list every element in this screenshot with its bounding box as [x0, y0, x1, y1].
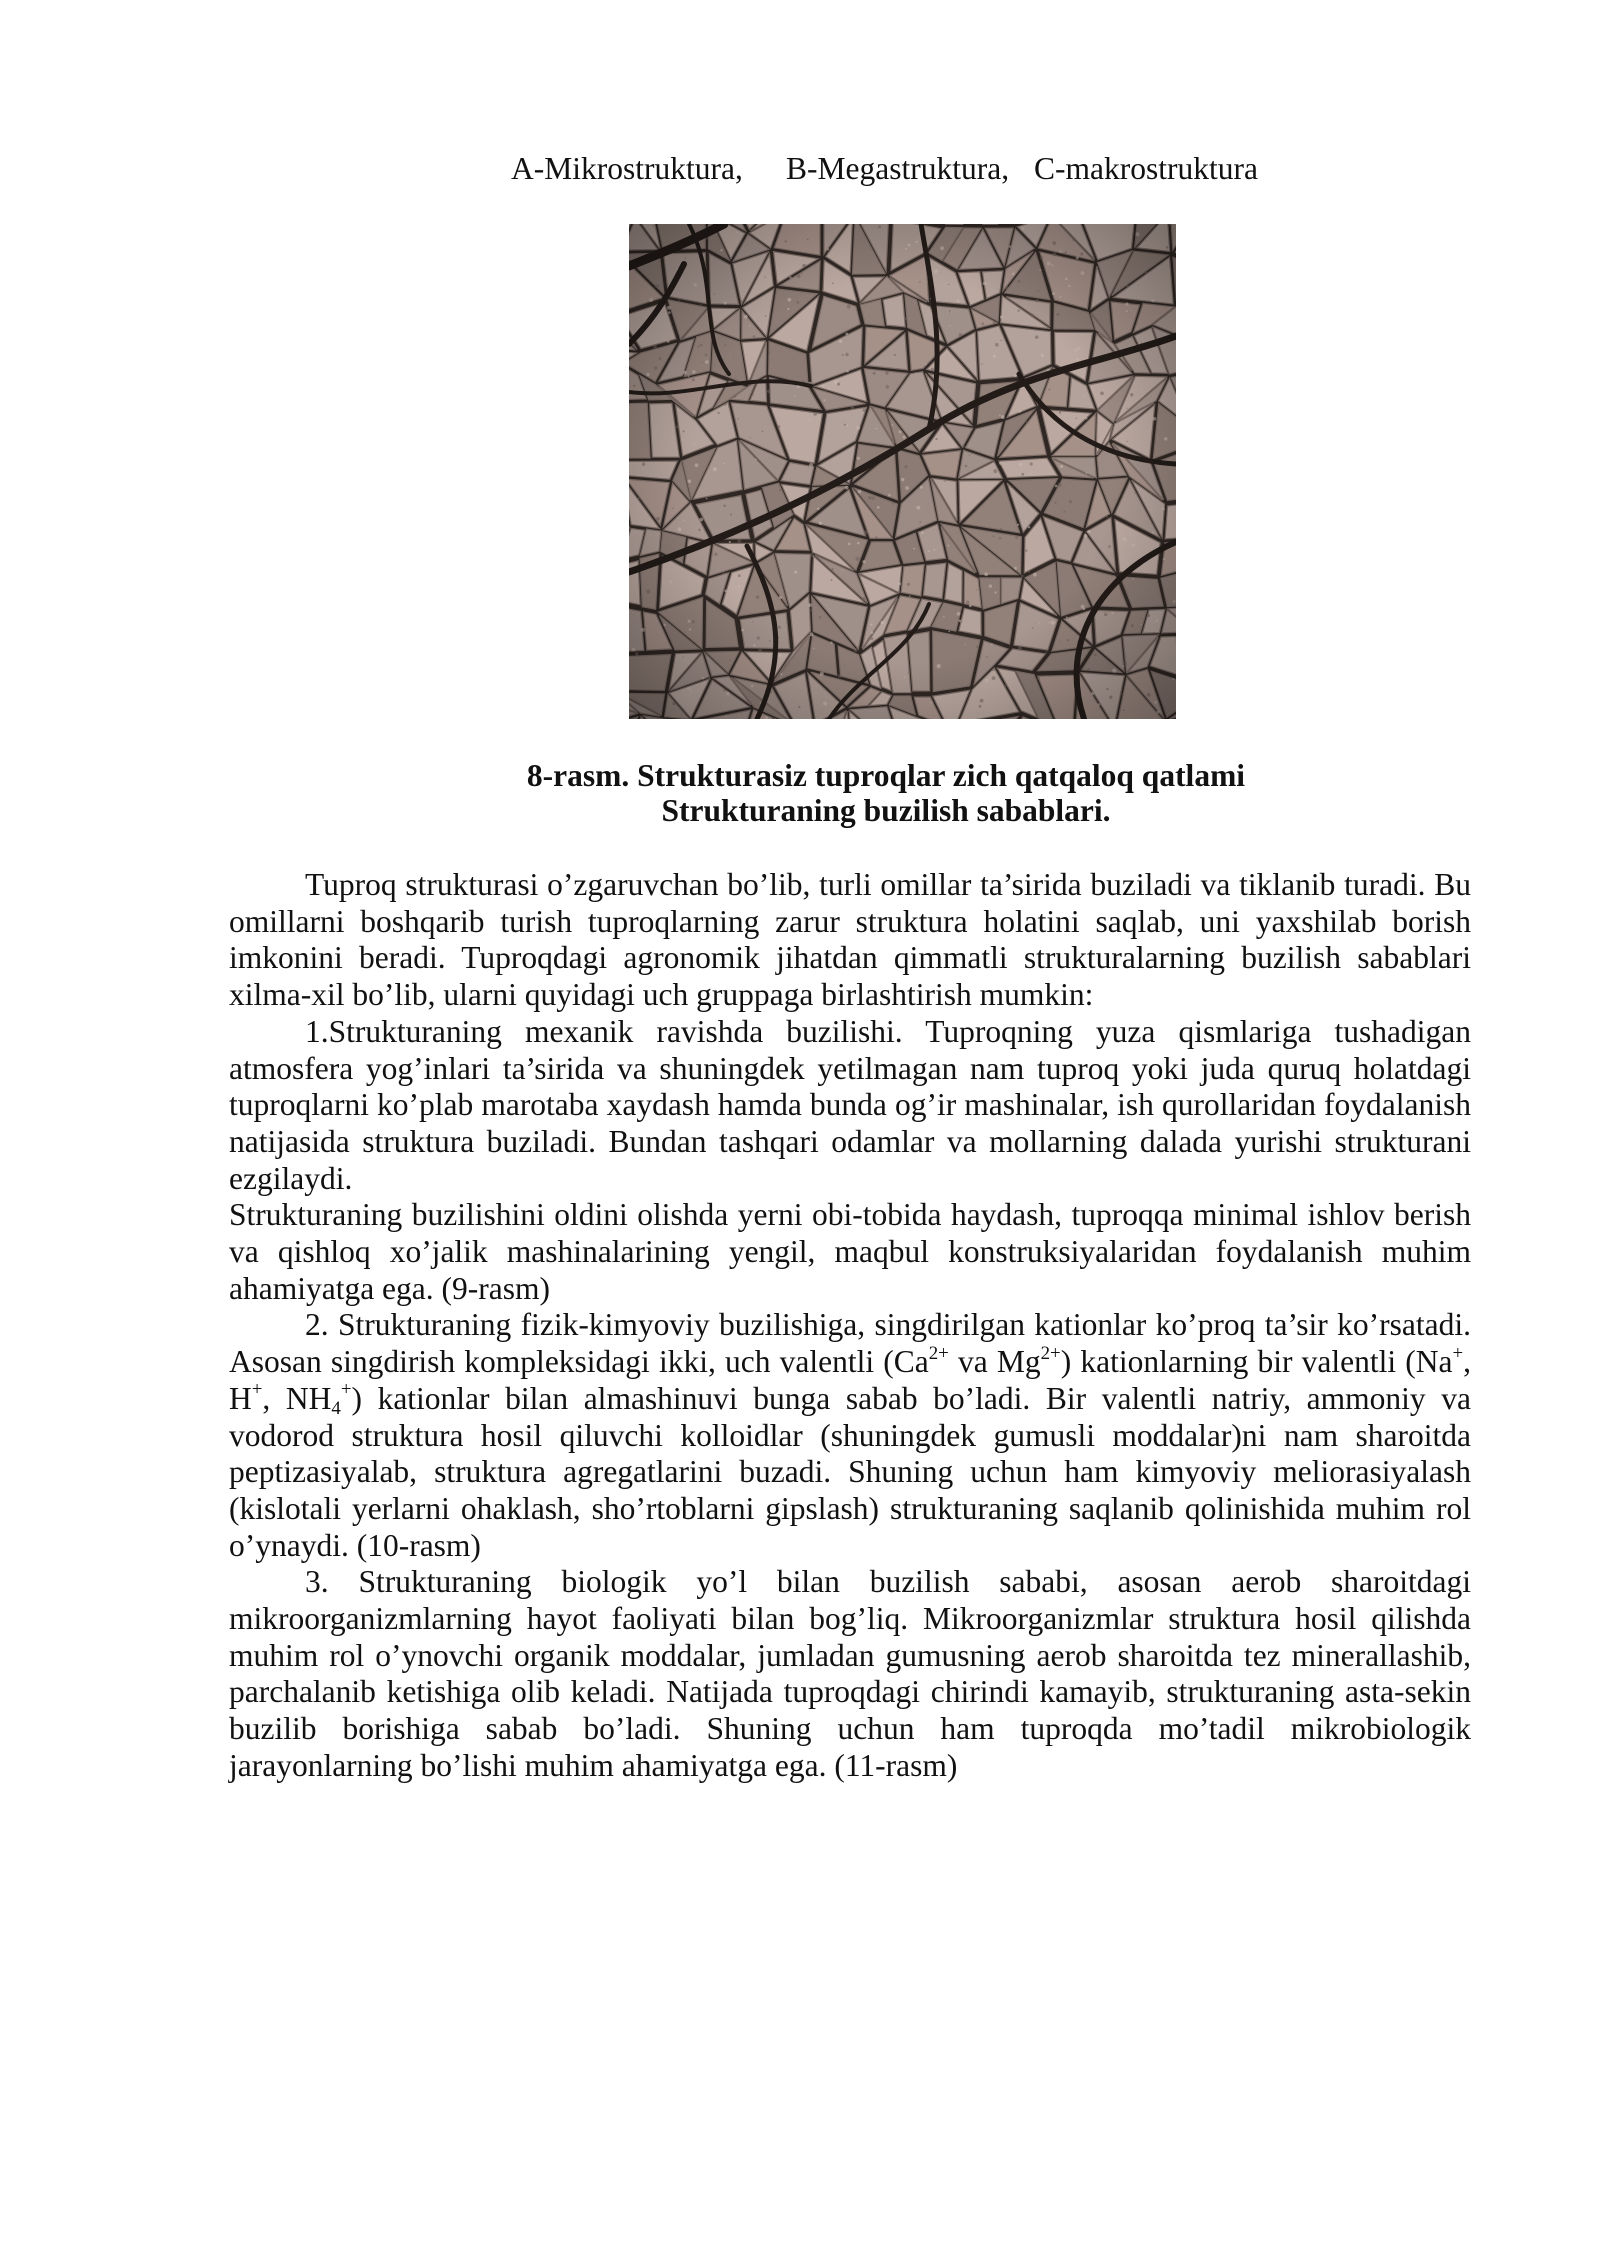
- caption-line-2: Strukturaning buzilish sabablari.: [661, 793, 1111, 828]
- cracked-soil-photo: [629, 224, 1176, 719]
- nh4-subscript: 4: [331, 1398, 341, 1420]
- paragraph-2: 1.Strukturaning mexanik ravishda buzilishi. Tuproqning yuza qismlariga tushadigan atmosfera yog’inlari ta’sirida va shuningdek yetilmagan nam tuproq yoki juda quruq holatdagi tuproqlarni ko’plab marotaba xaydash hamda bunda og’ir mashinalar, ish qurollaridan foydalanish natijasida struktura buziladi. Bundan tashqari odamlar va mollarning dalada yurishi strukturani ezgilaydi.: [229, 1013, 1471, 1196]
- figure-caption: [486, 758, 1286, 828]
- photo-vignette: [629, 224, 1176, 719]
- header-label-microstructure: A-Mikrostruktura,: [511, 151, 743, 186]
- p4-text-3: ) kationlarning bir valentli (Na: [1060, 1344, 1453, 1380]
- p4-text-5: , NH: [262, 1380, 332, 1416]
- p4-text-2: va Mg: [948, 1344, 1041, 1380]
- header-label-megastructure: B-Megastruktura,: [786, 151, 1010, 186]
- nh4-charge: +: [340, 1379, 352, 1401]
- mg-charge: 2+: [1040, 1342, 1061, 1364]
- h-charge: +: [251, 1379, 263, 1401]
- p4-text-1: 2. Strukturaning fizik-kimyoviy buzilishiga, singdirilgan kationlar ko’proq ta’sir ko’rsatadi. Asosan singdirish kompleksidagi ikki, uch valentli (Ca: [229, 1307, 1471, 1380]
- na-charge: +: [1452, 1342, 1464, 1364]
- caption-line-1: 8-rasm. Strukturasiz tuproqlar zich qatqaloq qatlami: [526, 758, 1246, 793]
- p4-text-6: ) kationlar bilan almashinuvi bunga sabab bo’ladi. Bir valentli natriy, ammoniy va vodorod struktura hosil qiluvchi kolloidlar (shuningdek gumusli moddalar)ni nam sharoitda peptizasiyalab, struktura agregatlarini buzadi. Shuning uchun ham kimyoviy meliorasiyalash (kislotali yerlarni ohaklash, sho’rtoblarni gipslash) strukturaning saqlanib qolinishida muhim rol o’ynaydi. (10-rasm): [229, 1380, 1471, 1563]
- paragraph-3: Strukturaning buzilishini oldini olishda yerni obi-tobida haydash, tuproqqa minimal ishlov berish va qishloq xo’jalik mashinalarining yengil, maqbul konstruksiyalaridan foydalanish muhim ahamiyatga ega. (9-rasm): [229, 1197, 1471, 1306]
- paragraph-1: Tuproq strukturasi o’zgaruvchan bo’lib, turli omillar ta’sirida buziladi va tiklanib turadi. Bu omillarni boshqarib turish tuproqlarning zarur struktura holatini saqlab, uni yaxshilab borish imkonini beradi. Tuproqdagi agronomik jihatdan qimmatli strukturalarning buzilish sabablari xilma-xil bo’lib, ularni quyidagi uch gruppaga birlashtirish mumkin:: [229, 867, 1471, 1013]
- paragraph-4: [229, 1307, 1471, 1564]
- ca-charge: 2+: [928, 1342, 949, 1364]
- header-label-macrostructure: C-makrostruktura: [1034, 151, 1258, 186]
- body-text: [229, 867, 1471, 1785]
- p4-text-4: , H: [229, 1344, 1471, 1416]
- paragraph-5: 3. Strukturaning biologik yo’l bilan buzilish sababi, asosan aerob sharoitdagi mikroorganizmlarning hayot faoliyati bilan bog’liq. Mikroorganizmlar struktura hosil qilishda muhim rol o’ynovchi organik moddalar, jumladan gumusning aerob sharoitda tez minerallashib, parchalanib ketishiga olib keladi. Natijada tuproqdagi chirindi kamayib, strukturaning asta-sekin buzilib borishiga sabab bo’ladi. Shuning uchun ham tuproqda mo’tadil mikrobiologik jarayonlarning bo’lishi muhim ahamiyatga ega. (11-rasm): [229, 1564, 1471, 1783]
